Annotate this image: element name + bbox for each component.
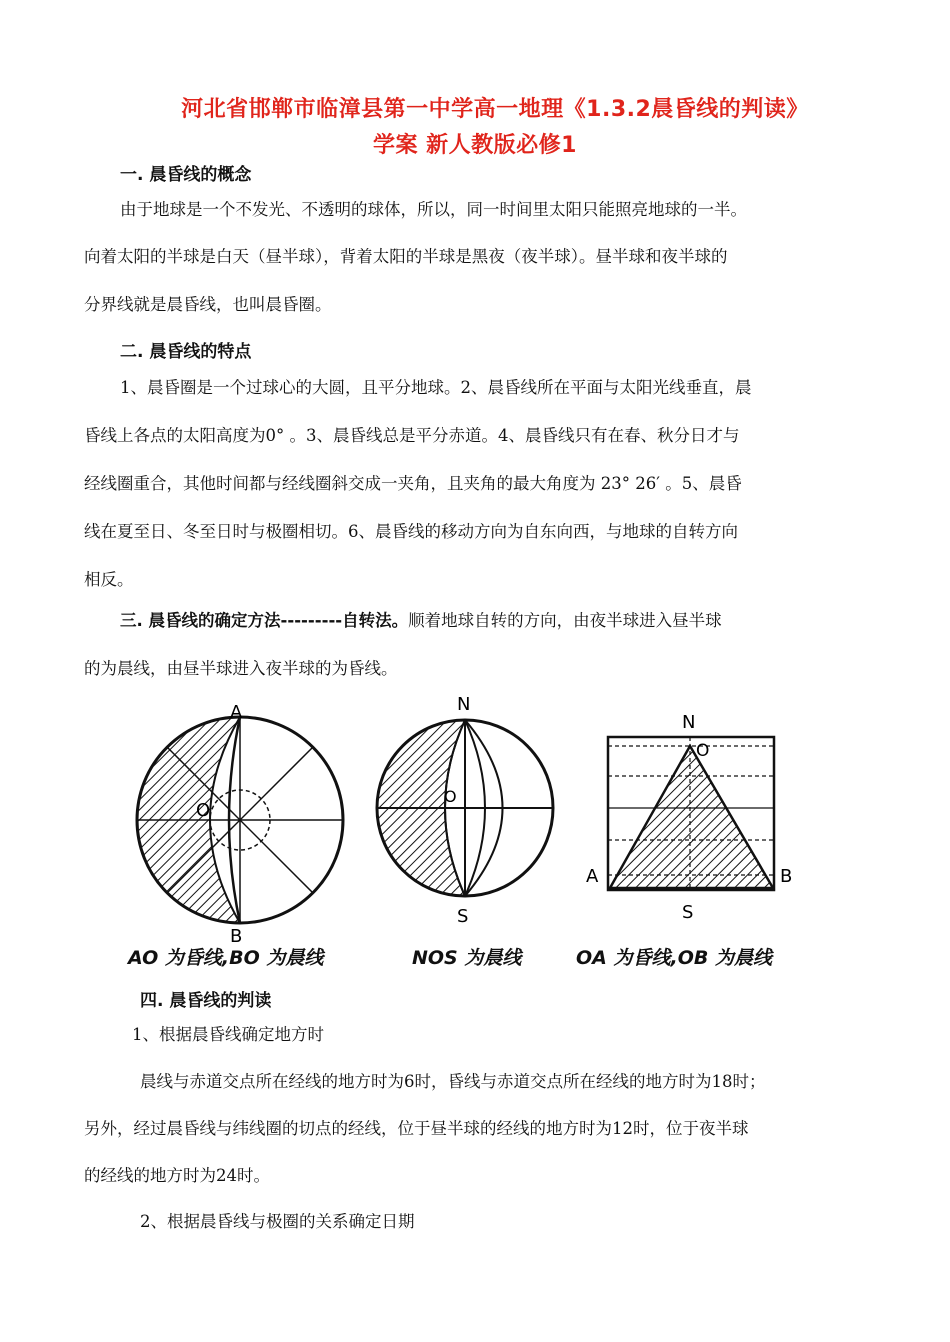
section4-sub1-line-3: 的经线的地方时为24时。 xyxy=(84,1166,270,1185)
section3-rest: 顺着地球自转的方向，由夜半球进入昼半球 xyxy=(408,611,722,630)
section3-heading: 三. 晨昏线的确定方法---------自转法。 xyxy=(120,611,409,630)
section1-heading: 一. 晨昏线的概念 xyxy=(120,165,252,185)
section4-sub2: 2、根据晨昏线与极圈的关系确定日期 xyxy=(140,1212,415,1231)
fig1-label-o: O xyxy=(196,800,211,821)
fig1-label-b: B xyxy=(230,926,243,947)
title-line-2: 学案 新人教版必修1 xyxy=(373,133,577,158)
section3-line-2: 的为晨线，由昼半球进入夜半球的为昏线。 xyxy=(84,659,398,678)
fig2-label-n: N xyxy=(457,694,471,715)
figure-1-globe-pole-view xyxy=(137,702,343,947)
fig3-label-o: O xyxy=(696,741,710,761)
section1-line-3: 分界线就是晨昏线，也叫晨昏圈。 xyxy=(84,295,332,314)
terminator-figures xyxy=(120,690,840,980)
title-line-1: 河北省邯郸市临漳县第一中学高一地理《1.3.2晨昏线的判读》 xyxy=(181,97,809,122)
fig2-label-o: O xyxy=(444,787,457,806)
section1-line-1: 由于地球是一个不发光、不透明的球体，所以，同一时间里太阳只能照亮地球的一半。 xyxy=(120,200,747,219)
section2-line-5: 相反。 xyxy=(84,570,134,589)
fig3-label-a: A xyxy=(586,866,599,887)
fig1-label-a: A xyxy=(230,702,243,723)
section1-line-2: 向着太阳的半球是白天（昼半球），背着太阳的半球是黑夜（夜半球）。昼半球和夜半球的 xyxy=(84,247,728,266)
fig2-caption: NOS 为晨线 xyxy=(412,947,522,969)
fig2-label-s: S xyxy=(457,906,469,927)
section3-line-1 xyxy=(120,609,722,633)
fig1-caption: AO 为昏线,BO 为晨线 xyxy=(128,947,324,969)
figure-2-globe-side-view xyxy=(377,694,553,927)
section2-heading: 二. 晨昏线的特点 xyxy=(120,342,252,362)
section4-sub1-line-1: 晨线与赤道交点所在经线的地方时为6时，昏线与赤道交点所在经线的地方时为18时； xyxy=(140,1072,766,1091)
section4-sub1: 1、根据晨昏线确定地方时 xyxy=(132,1025,324,1044)
fig3-label-n: N xyxy=(682,712,696,733)
section4-sub1-line-2: 另外，经过晨昏线与纬线圈的切点的经线，位于昼半球的经线的地方时为12时，位于夜半球 xyxy=(84,1119,749,1138)
fig3-label-b: B xyxy=(780,866,793,887)
fig3-caption: OA 为昏线,OB 为晨线 xyxy=(576,947,772,969)
figure-3-rectangle-view xyxy=(586,712,792,923)
fig3-label-s: S xyxy=(682,902,694,923)
section4-heading: 四. 晨昏线的判读 xyxy=(140,991,272,1011)
section2-line-4: 线在夏至日、冬至日时与极圈相切。6、晨昏线的移动方向为自东向西，与地球的自转方向 xyxy=(84,522,738,541)
section2-line-1: 1、晨昏圈是一个过球心的大圆，且平分地球。2、晨昏线所在平面与太阳光线垂直，晨 xyxy=(120,378,752,397)
section2-line-2: 昏线上各点的太阳高度为0° 。3、晨昏线总是平分赤道。4、晨昏线只有在春、秋分日才与 xyxy=(84,426,740,445)
section2-line-3: 经线圈重合，其他时间都与经线圈斜交成一夹角，且夹角的最大角度为 23° 26′ 。5、晨昏 xyxy=(84,474,742,493)
